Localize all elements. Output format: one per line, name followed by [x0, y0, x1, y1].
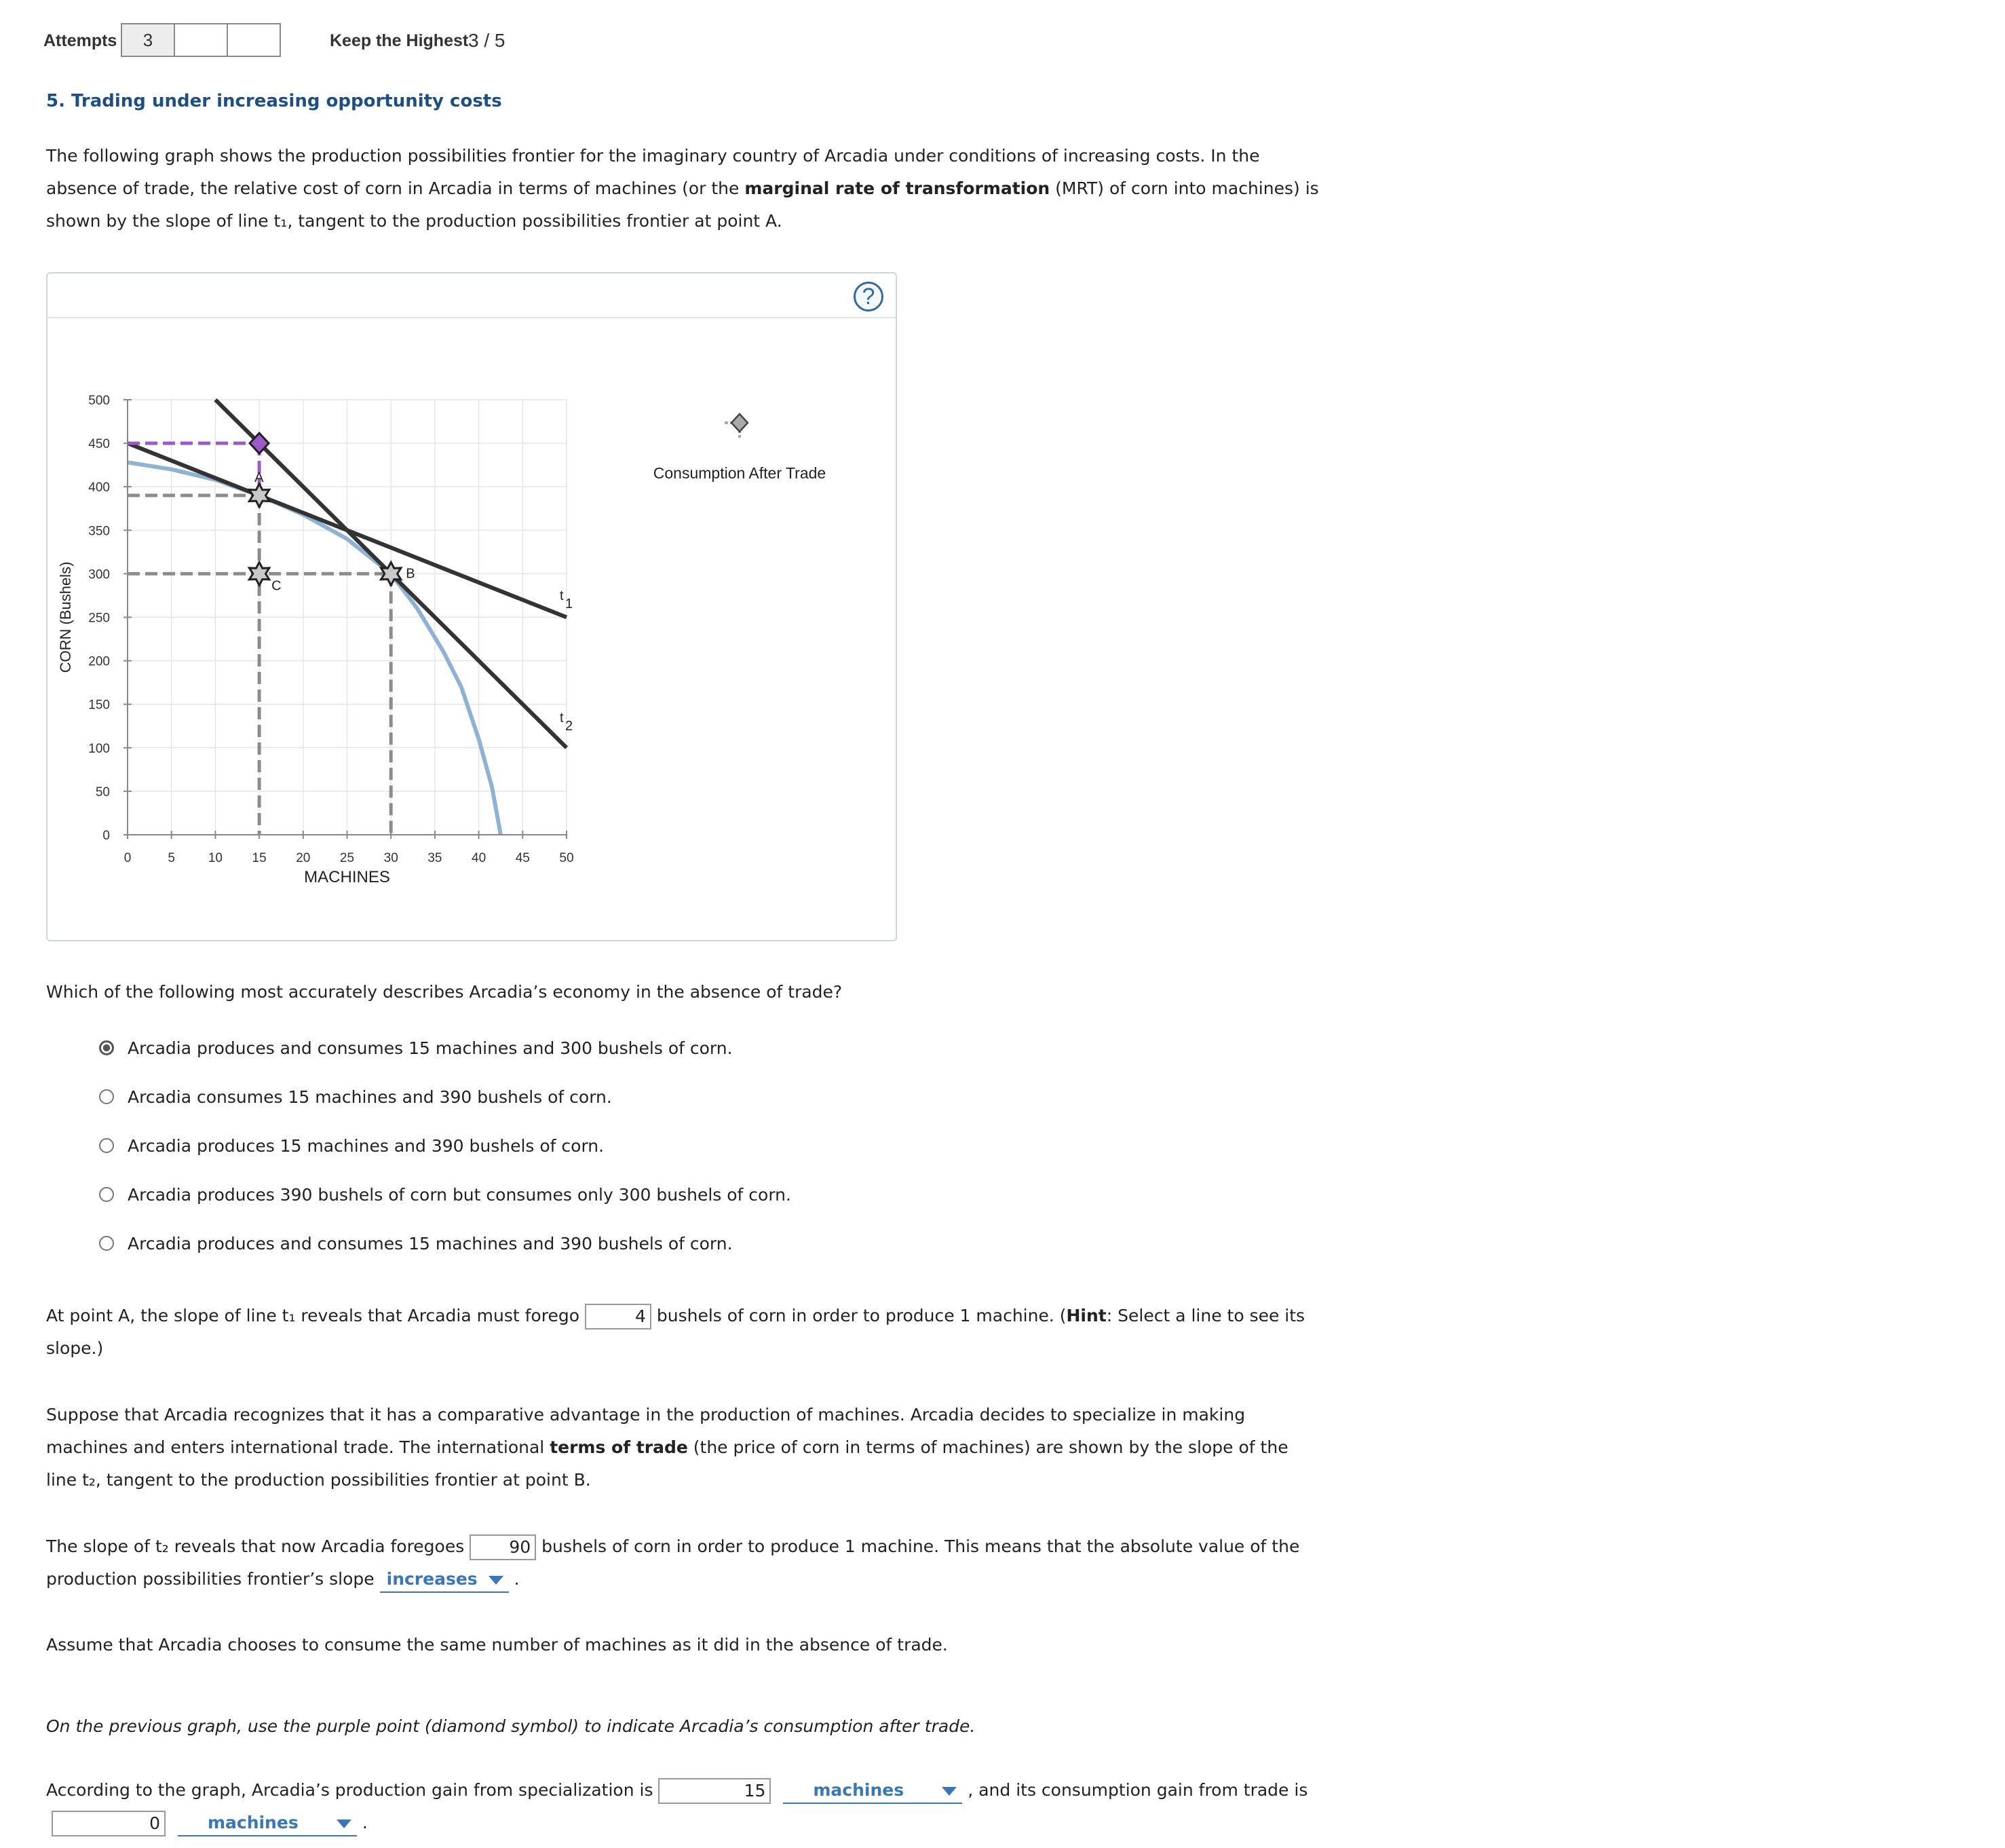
point-a-label: A	[254, 470, 264, 486]
graph-panel	[46, 272, 897, 941]
t1-subscript: 1	[565, 597, 573, 612]
legend-diamond-icon	[731, 414, 748, 432]
t2-label: t	[560, 710, 564, 725]
legend-label: Consumption After Trade	[653, 464, 826, 482]
point-c-label: C	[271, 578, 282, 594]
x-tick-label: 5	[168, 851, 175, 865]
y-tick-label: 150	[88, 698, 110, 713]
x-tick-label: 30	[383, 851, 398, 865]
gains-question: According to the graph, Arcadia’s production gain from specialization is 15 machines , and its consumption gain from trade is 0 machines .	[46, 1774, 1322, 1839]
production-gain-input[interactable]: 15	[658, 1778, 771, 1804]
chevron-down-icon	[942, 1787, 957, 1796]
keep-highest-score: 3 / 5	[468, 30, 505, 51]
x-tick-label: 20	[296, 851, 311, 865]
specialization-paragraph: Suppose that Arcadia recognizes that it has a comparative advantage in the production of machines. Arcadia decides to specialize in making machines and enters international trade. The international terms of trade (the price of corn in terms of machines) are shown by the slope of the line t₂, tangent to the production possibilities frontier at point B.	[46, 1405, 1288, 1490]
slope-change-dropdown[interactable]: increases	[380, 1567, 509, 1593]
mcq-prompt: Which of the following most accurately describes Arcadia’s economy in the absence of trade?	[46, 982, 843, 1002]
y-tick-label: 400	[88, 480, 110, 495]
radio-button[interactable]	[99, 1187, 114, 1202]
radio-button[interactable]	[99, 1236, 114, 1251]
mcq-option-4[interactable]: Arcadia produces 390 bushels of corn but consumes only 300 bushels of corn.	[99, 1181, 791, 1208]
t1-label: t	[560, 588, 564, 604]
production-gain-unit-dropdown[interactable]: machines	[783, 1778, 962, 1804]
help-button[interactable]: ?	[854, 282, 883, 312]
x-tick-label: 0	[123, 851, 132, 865]
x-tick-label: 40	[472, 851, 486, 865]
question-title: 5. Trading under increasing opportunity costs	[46, 91, 502, 111]
mcq-option-1[interactable]: Arcadia produces and consumes 15 machines and 300 bushels of corn.	[99, 1034, 733, 1061]
slope-t2-question: The slope of t₂ reveals that now Arcadia foregoes 90 bushels of corn in order to produce 1 machine. This means that the absolute value of the production possibilities frontier’s slope increases .	[46, 1530, 1322, 1596]
y-tick-label: 250	[88, 611, 110, 626]
y-tick-label: 200	[88, 654, 110, 669]
y-tick-label: 0	[102, 829, 110, 843]
y-axis-title: CORN (Bushels)	[57, 561, 74, 673]
x-tick-label: 10	[208, 851, 223, 865]
ppf-chart[interactable]	[47, 274, 896, 940]
attempt-box-1: 3	[121, 23, 175, 57]
keep-highest-label: Keep the Highest	[330, 31, 469, 50]
t2-subscript: 2	[565, 718, 573, 734]
y-tick-label: 100	[88, 741, 110, 756]
forego-t2-input[interactable]: 90	[470, 1534, 536, 1560]
forego-t1-input[interactable]: 4	[585, 1304, 651, 1330]
y-tick-label: 450	[88, 437, 110, 452]
y-tick-label: 350	[88, 524, 110, 539]
y-tick-label: 300	[88, 567, 110, 582]
point-b-label: B	[406, 566, 415, 582]
chevron-down-icon	[489, 1576, 503, 1585]
mcq-option-5[interactable]: Arcadia produces and consumes 15 machines and 390 bushels of corn.	[99, 1230, 733, 1257]
x-tick-label: 45	[515, 851, 530, 865]
radio-button[interactable]	[99, 1040, 114, 1055]
intro-paragraph: The following graph shows the production possibilities frontier for the imaginary country of Arcadia under conditions of increasing costs. In the absence of trade, the relative cost of corn in Arcadia in terms of machines (or the marginal rate of transformation (MRT) of corn into machines) is shown by the slope of line t₁, tangent to the production possibilities frontier at point A.	[46, 146, 1319, 231]
slope-t1-question: At point A, the slope of line t₁ reveals that Arcadia must forego 4 bushels of corn in order to produce 1 machine. (Hint: Select a line to see its slope.)	[46, 1300, 1322, 1365]
graph-instruction: On the previous graph, use the purple point (diamond symbol) to indicate Arcadia’s consumption after trade.	[46, 1716, 976, 1736]
chevron-down-icon	[337, 1819, 351, 1828]
x-tick-label: 50	[559, 851, 574, 865]
consumption-gain-unit-dropdown[interactable]: machines	[178, 1811, 357, 1836]
attempt-box-3	[227, 23, 281, 57]
point-a-star-icon	[249, 484, 269, 507]
consumption-gain-input[interactable]: 0	[52, 1811, 166, 1836]
assumption-text: Assume that Arcadia chooses to consume the same number of machines as it did in the absence of trade.	[46, 1635, 948, 1655]
mcq-option-3[interactable]: Arcadia produces 15 machines and 390 bushels of corn.	[99, 1132, 604, 1159]
x-tick-label: 35	[427, 851, 442, 865]
x-tick-label: 15	[252, 851, 267, 865]
attempts-label: Attempts	[43, 31, 117, 50]
x-axis-title: MACHINES	[304, 868, 390, 886]
radio-button[interactable]	[99, 1089, 114, 1104]
y-tick-label: 50	[95, 785, 110, 799]
radio-button[interactable]	[99, 1138, 114, 1153]
attempt-box-2	[174, 23, 228, 57]
mcq-option-2[interactable]: Arcadia consumes 15 machines and 390 bushels of corn.	[99, 1083, 612, 1110]
x-tick-label: 25	[339, 851, 355, 865]
y-tick-label: 500	[88, 394, 110, 408]
point-c-star-icon	[249, 562, 269, 585]
